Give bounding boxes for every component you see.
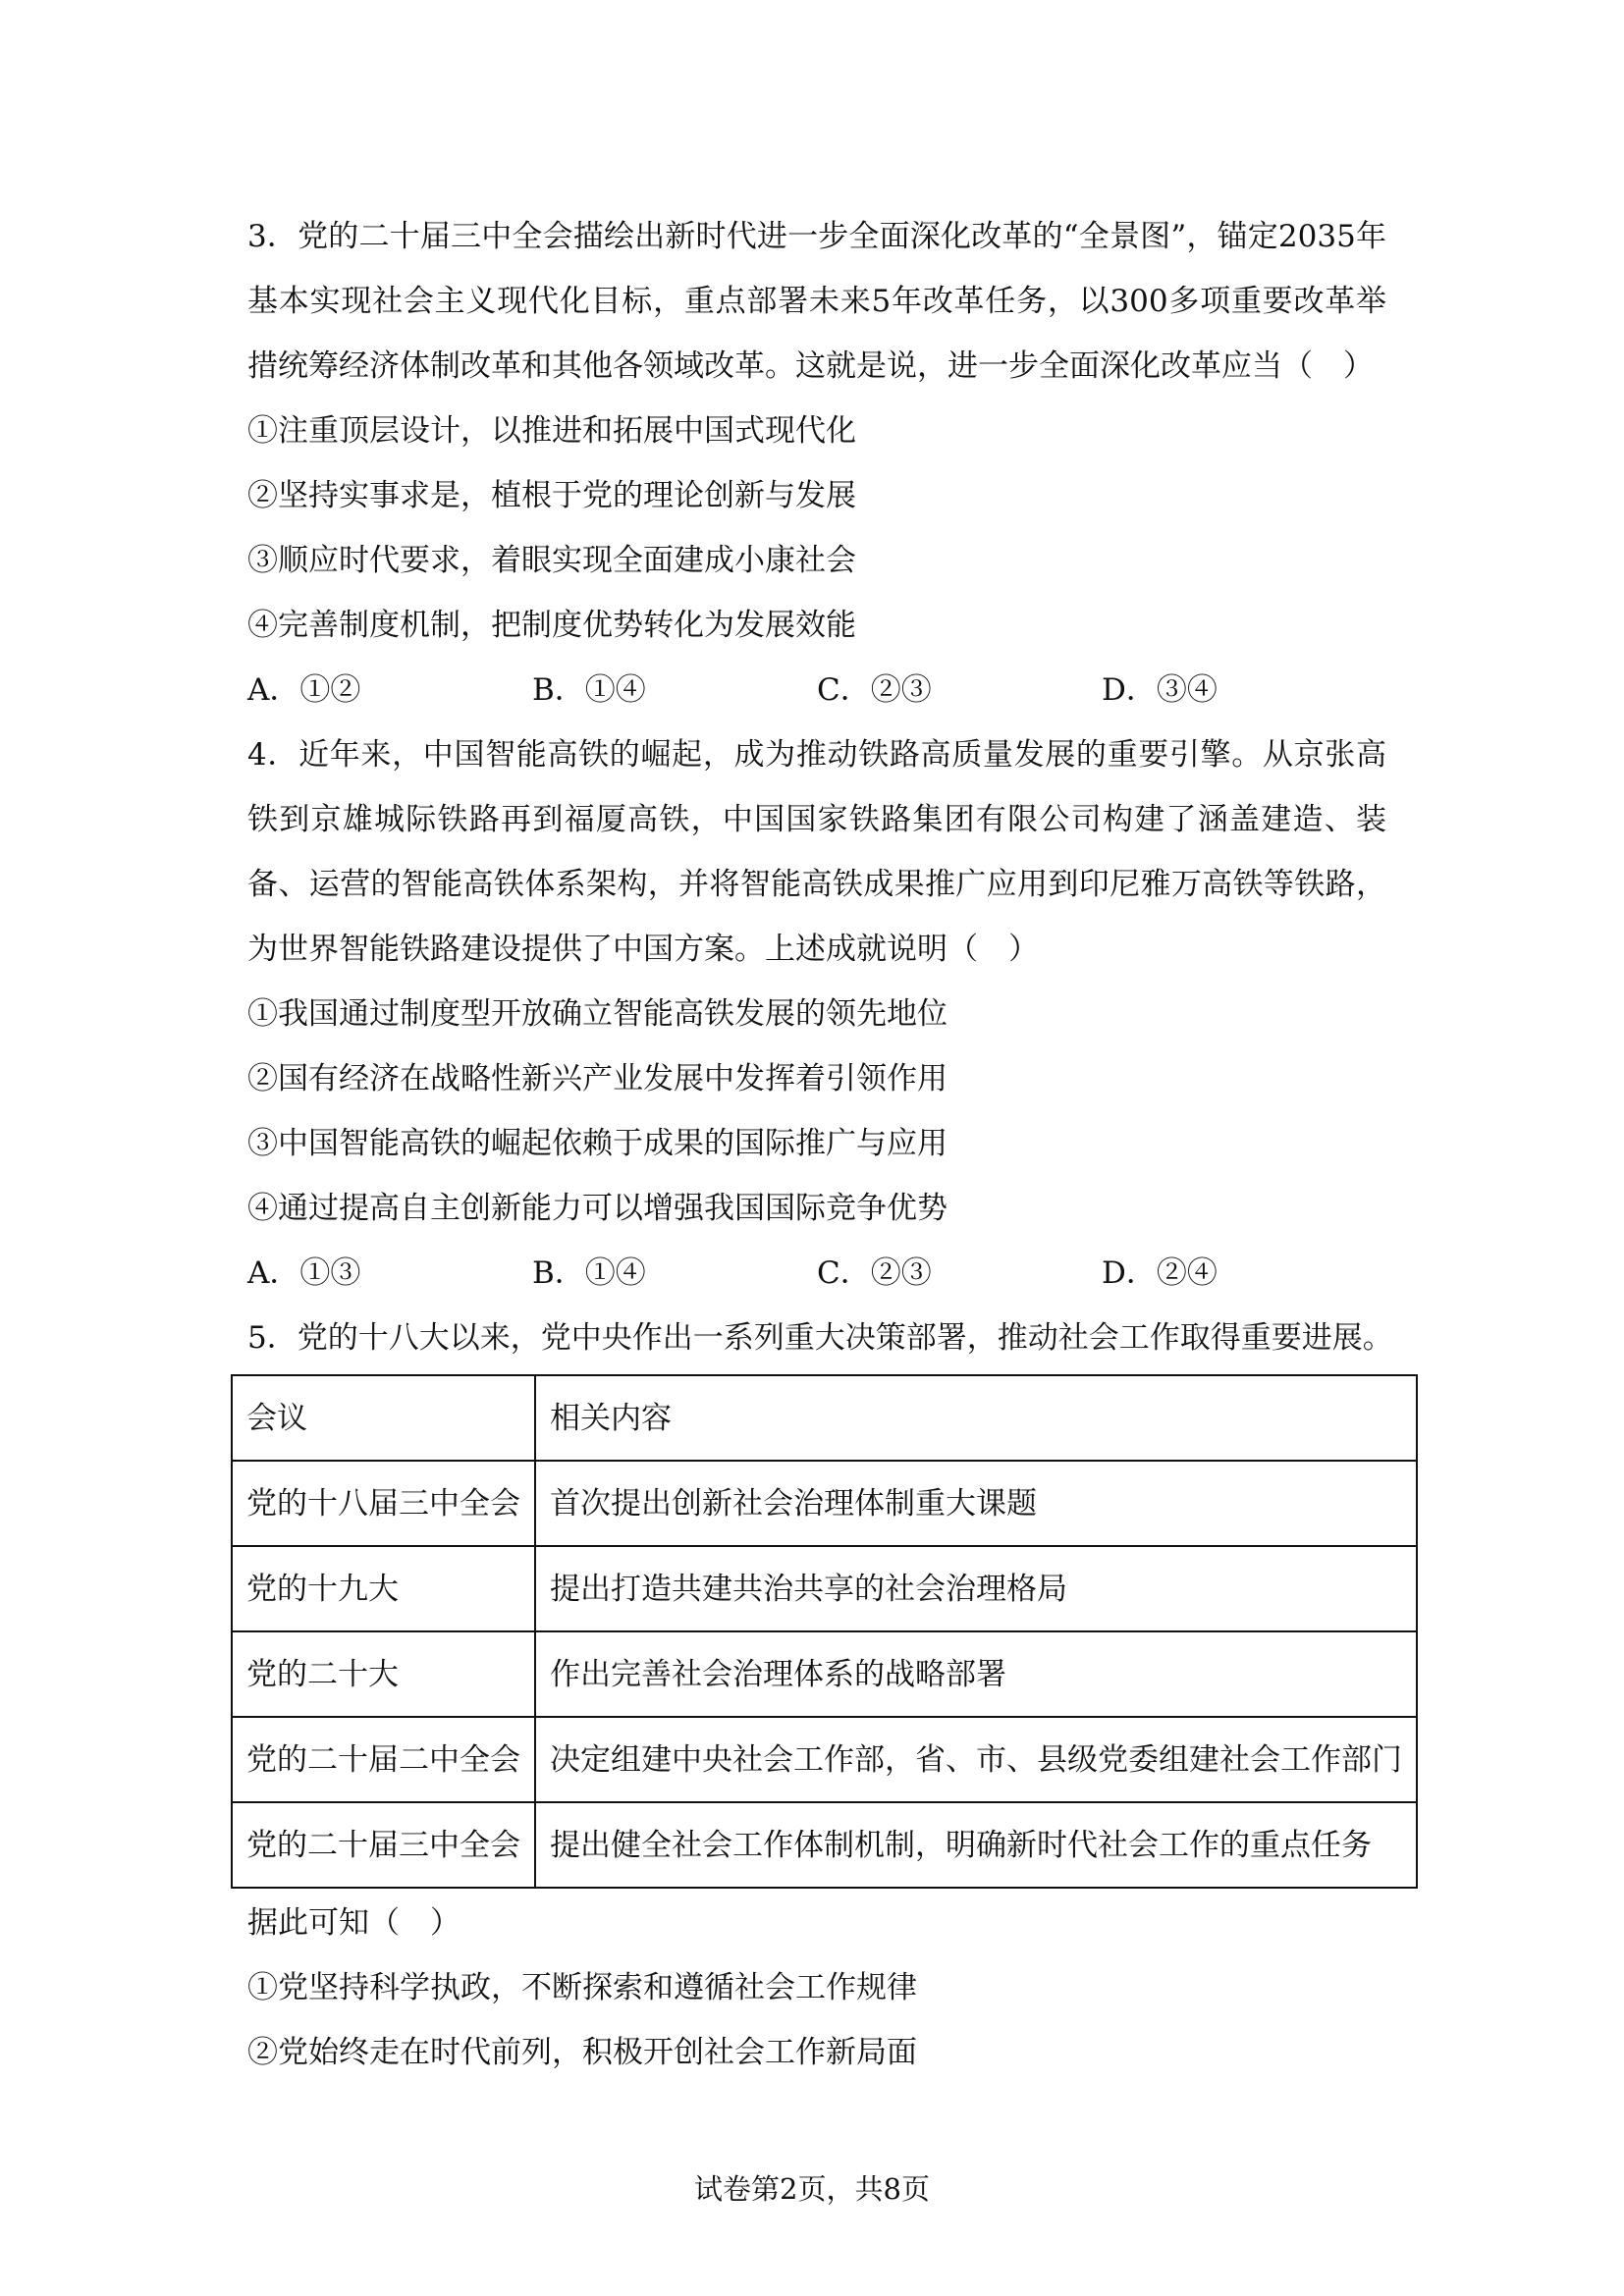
answer-choice-c: C．②③ <box>817 672 932 708</box>
table-cell: 提出健全社会工作体制机制，明确新时代社会工作的重点任务 <box>535 1802 1417 1888</box>
table-cell: 决定组建中央社会工作部，省、市、县级党委组建社会工作部门 <box>535 1717 1417 1802</box>
table-cell: 首次提出创新社会治理体制重大课题 <box>535 1461 1417 1546</box>
option-item: ①注重顶层设计，以推进和拓展中国式现代化 <box>247 413 856 449</box>
meeting-table <box>231 1374 1418 1889</box>
option-item: ②国有经济在战略性新兴产业发展中发挥着引领作用 <box>247 1061 947 1096</box>
table-header-row <box>232 1375 1417 1461</box>
table-cell: 党的二十届三中全会 <box>232 1802 535 1888</box>
table-cell: 作出完善社会治理体系的战略部署 <box>535 1631 1417 1717</box>
option-item: ①我国通过制度型开放确立智能高铁发展的领先地位 <box>247 996 947 1032</box>
question-prompt: 据此可知（ ） <box>247 1905 460 1941</box>
table-row <box>232 1546 1417 1631</box>
answer-choice-d: D．③④ <box>1102 672 1218 708</box>
page-footer: 试卷第2页，共8页 <box>694 2172 930 2206</box>
option-item: ③顺应时代要求，着眼实现全面建成小康社会 <box>247 543 856 578</box>
answer-choice-b: B．①④ <box>532 1255 646 1291</box>
table-cell: 党的十八届三中全会 <box>232 1461 535 1546</box>
answer-choices <box>247 658 1386 722</box>
table-row <box>232 1461 1417 1546</box>
table-cell: 提出打造共建共治共享的社会治理格局 <box>535 1546 1417 1631</box>
question-3 <box>247 204 1386 722</box>
table-row <box>232 1802 1417 1888</box>
table-cell: 党的十九大 <box>232 1546 535 1631</box>
question-stem: 4．近年来，中国智能高铁的崛起，成为推动铁路高质量发展的重要引擎。从京张高铁到京雄城际铁路再到福厦高铁，中国国家铁路集团有限公司构建了涵盖建造、装备、运营的智能高铁体系架构，并将智能高铁成果推广应用到印尼雅万高铁等铁路，为世界智能铁路建设提供了中国方案。上述成就说明（ ） <box>247 737 1386 967</box>
question-5 <box>246 1306 1402 2085</box>
answer-choice-a: A．①② <box>247 672 361 708</box>
answer-choice-c: C．②③ <box>817 1255 932 1291</box>
option-item: ④通过提高自主创新能力可以增强我国国际竞争优势 <box>247 1191 947 1226</box>
option-item: ②坚持实事求是，植根于党的理论创新与发展 <box>247 478 856 513</box>
table-cell: 党的二十大 <box>232 1631 535 1717</box>
answer-choices <box>247 1241 1386 1306</box>
option-item: ①党坚持科学执政，不断探索和遵循社会工作规律 <box>247 1970 917 2005</box>
table-header-cell: 相关内容 <box>535 1375 1417 1461</box>
table-header-cell: 会议 <box>232 1375 535 1461</box>
question-stem: 3．党的二十届三中全会描绘出新时代进一步全面深化改革的“全景图”，锚定2035年基本实现社会主义现代化目标，重点部署未来5年改革任务，以300多项重要改革举措统筹经济体制改革和其他各领域改革。这就是说，进一步全面深化改革应当（ ） <box>247 219 1386 384</box>
table-row <box>232 1717 1417 1802</box>
option-item: ④完善制度机制，把制度优势转化为发展效能 <box>247 608 856 643</box>
option-item: ②党始终走在时代前列，积极开创社会工作新局面 <box>247 2035 917 2070</box>
table-cell: 党的二十届二中全会 <box>232 1717 535 1802</box>
answer-choice-b: B．①④ <box>532 672 646 708</box>
answer-choice-d: D．②④ <box>1102 1255 1218 1291</box>
question-4 <box>247 722 1386 1306</box>
question-stem: 5．党的十八大以来，党中央作出一系列重大决策部署，推动社会工作取得重要进展。 <box>247 1320 1393 1356</box>
page-content <box>246 204 1402 2085</box>
answer-choice-a: A．①③ <box>247 1255 361 1291</box>
option-item: ③中国智能高铁的崛起依赖于成果的国际推广与应用 <box>247 1126 947 1161</box>
table-row <box>232 1631 1417 1717</box>
